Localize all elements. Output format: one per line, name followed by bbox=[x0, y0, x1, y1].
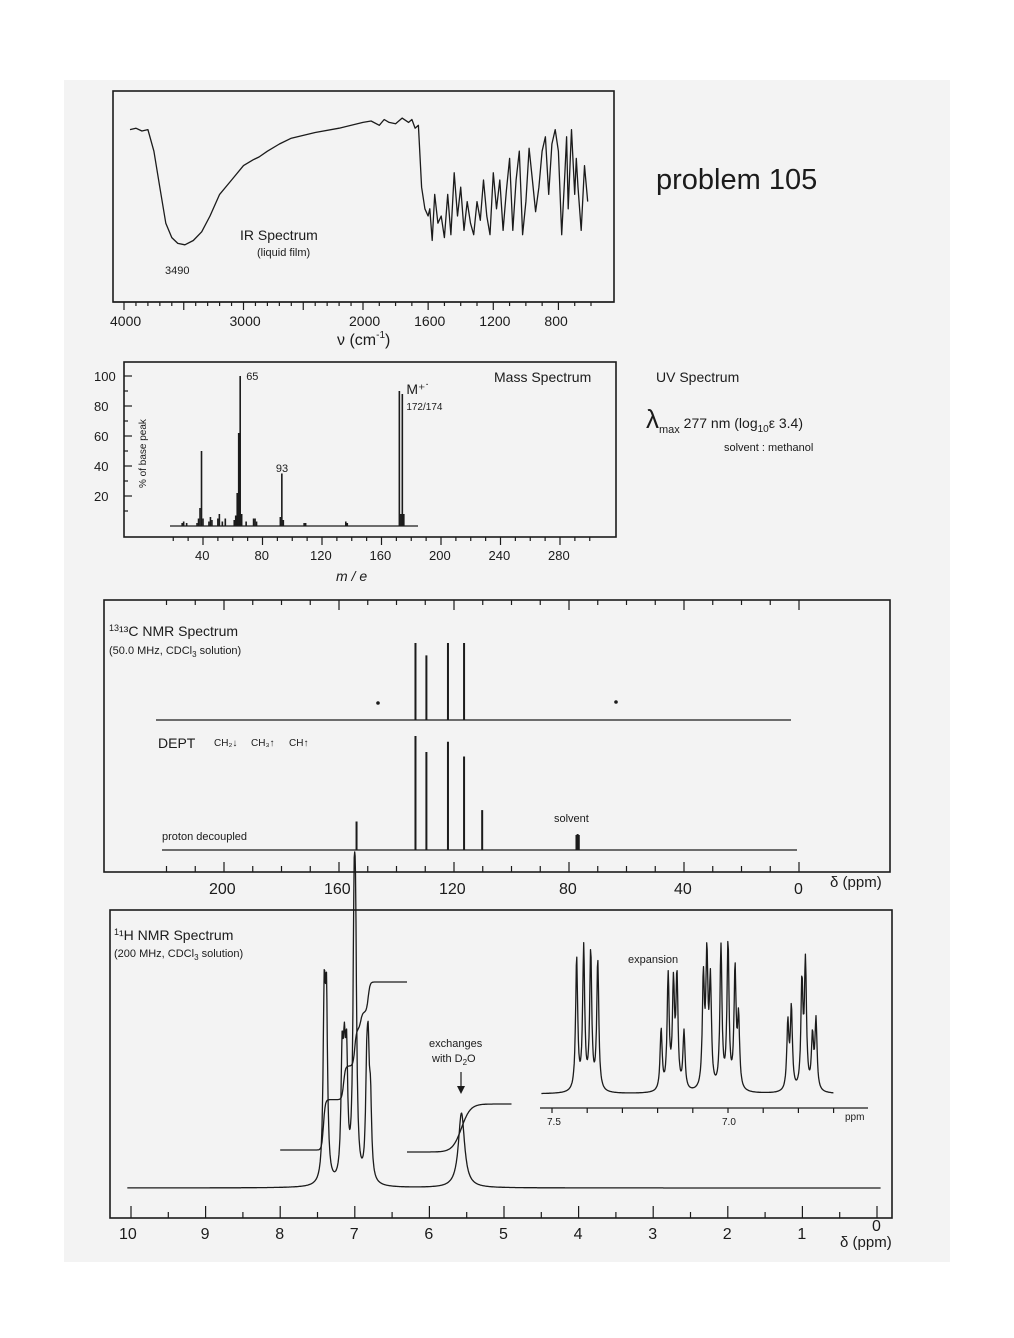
c13-tick-label: 200 bbox=[209, 881, 236, 898]
h1-title: $^1$¹H NMR Spectrum bbox=[114, 927, 234, 943]
h1-tick-label: 3 bbox=[648, 1226, 658, 1243]
ms-frame bbox=[124, 362, 616, 537]
dept-key-ch2: CH₂↓ bbox=[214, 738, 238, 749]
ms-x-tick-label: 120 bbox=[310, 548, 332, 563]
h1-exchange-arrowhead bbox=[457, 1086, 465, 1094]
ms-annotation-65: 65 bbox=[246, 371, 259, 383]
expansion-ticks bbox=[552, 1108, 834, 1113]
dept-key-ch3: CH₃↑ bbox=[251, 738, 275, 749]
c13-tick-label: 160 bbox=[324, 881, 351, 898]
ms-y-tick-label: 100 bbox=[94, 369, 116, 384]
proton-decoupled-label: proton decoupled bbox=[162, 831, 248, 843]
expansion-tick-7-0: 7.0 bbox=[722, 1117, 736, 1128]
c13-subtitle: (50.0 MHz, CDCl$_3$ solution) bbox=[109, 645, 242, 659]
ir-xlabel: ν $(cm^{-1})$ bbox=[337, 330, 391, 349]
h1-tick-label: 7 bbox=[349, 1226, 359, 1243]
h1-tick-label: 0 bbox=[872, 1218, 881, 1235]
ir-tick-label: 3000 bbox=[229, 313, 261, 329]
ms-ylabel: % of base peak bbox=[138, 419, 149, 488]
ms-peaks bbox=[182, 376, 404, 526]
h1-trace bbox=[127, 852, 880, 1188]
h1-tick-label: 8 bbox=[275, 1226, 285, 1243]
h1-xlabel: δ (ppm) bbox=[840, 1234, 892, 1251]
ir-spectrum bbox=[110, 91, 614, 349]
c13-tick-label: 80 bbox=[559, 881, 577, 898]
ms-x-tick-label: 160 bbox=[369, 548, 392, 563]
uv-heading: UV Spectrum bbox=[656, 369, 740, 385]
c13-xlabel: δ (ppm) bbox=[830, 874, 882, 891]
ms-annotation-93: 93 bbox=[275, 463, 289, 475]
c13-bottom-ticks bbox=[167, 862, 800, 872]
ms-annotation-172-174: 172/174 bbox=[406, 402, 443, 413]
ms-y-tick-label: 20 bbox=[94, 489, 109, 504]
c13-tick-label: 40 bbox=[674, 881, 692, 898]
h1-tick-label: 9 bbox=[200, 1226, 210, 1243]
h1-tick-label: 4 bbox=[573, 1226, 583, 1243]
ir-trace bbox=[130, 118, 588, 245]
h1-x-ticks bbox=[131, 1206, 877, 1218]
ms-xlabel: m / e bbox=[336, 568, 368, 584]
dept-speck bbox=[376, 701, 380, 705]
h1-tick-label: 2 bbox=[722, 1226, 732, 1243]
expansion-tick-7-5: 7.5 bbox=[547, 1117, 561, 1128]
problem-title: problem 105 bbox=[656, 164, 818, 196]
expansion-tick-ppm: ppm bbox=[845, 1112, 865, 1123]
ms-y-tick-label: 60 bbox=[94, 429, 109, 444]
c13-x-tick-labels bbox=[209, 881, 803, 898]
ms-y-tick-label: 40 bbox=[94, 459, 109, 474]
ms-x-tick-label: 80 bbox=[254, 548, 269, 563]
mass-spectrum bbox=[94, 362, 616, 584]
h1-exchange-label: exchanges bbox=[429, 1038, 483, 1050]
uv-solvent: solvent : methanol bbox=[724, 442, 814, 454]
ir-annotation-3490: 3490 bbox=[165, 265, 190, 277]
ms-x-tick-label: 200 bbox=[429, 548, 451, 563]
dept-speck bbox=[614, 700, 618, 704]
dept-key-ch: CH↑ bbox=[289, 738, 309, 749]
c13-tick-label: 0 bbox=[794, 881, 803, 898]
c13-top-ticks bbox=[167, 600, 800, 610]
dept-peaks bbox=[415, 643, 464, 720]
decoupled-peaks bbox=[357, 736, 579, 850]
h1-integral-aromatic bbox=[280, 982, 407, 1150]
h1-tick-label: 1 bbox=[797, 1226, 807, 1243]
ir-x-ticks bbox=[110, 302, 591, 329]
ms-x-tick-label: 280 bbox=[548, 548, 570, 563]
ms-x-ticks bbox=[173, 537, 590, 563]
c13-nmr-spectrum bbox=[104, 600, 890, 898]
expansion-label: expansion bbox=[628, 954, 679, 966]
ms-x-tick-label: 40 bbox=[195, 548, 210, 563]
h1-x-tick-labels bbox=[119, 1218, 881, 1243]
ir-title: IR Spectrum bbox=[240, 227, 318, 243]
c13-tick-label: 120 bbox=[439, 881, 466, 898]
ir-tick-label: 2000 bbox=[349, 313, 381, 329]
ir-tick-label: 4000 bbox=[110, 313, 142, 329]
ms-annotation-molecular-ion: M⁺˙ bbox=[406, 381, 431, 397]
h1-nmr-spectrum bbox=[110, 852, 892, 1251]
uv-lambda-max: $\lambda_{max}$ 277 nm ($\log_{10}\varepsilon$ 3.4) bbox=[646, 404, 803, 436]
ir-tick-label: 800 bbox=[544, 313, 568, 329]
expansion-trace bbox=[541, 942, 833, 1094]
h1-tick-label: 10 bbox=[119, 1226, 137, 1243]
h1-tick-label: 5 bbox=[499, 1226, 508, 1243]
dept-label: DEPT bbox=[158, 735, 196, 751]
c13-solvent-label: solvent bbox=[554, 813, 589, 825]
ir-tick-label: 1200 bbox=[479, 313, 511, 329]
uv-spectrum bbox=[646, 369, 813, 454]
ms-x-tick-label: 240 bbox=[488, 548, 511, 563]
ms-y-ticks bbox=[94, 369, 132, 511]
ir-subtitle: (liquid film) bbox=[257, 247, 311, 259]
ms-y-tick-label: 80 bbox=[94, 399, 109, 414]
h1-tick-label: 6 bbox=[424, 1226, 434, 1243]
c13-title: $^{13}$¹³C NMR Spectrum bbox=[109, 623, 239, 639]
h1-exchange-label-d2o: with $D_2O$ bbox=[432, 1053, 476, 1067]
ir-tick-label: 1600 bbox=[414, 313, 446, 329]
h1-subtitle: (200 MHz, CDCl$_3$ solution) bbox=[114, 948, 244, 962]
ms-title: Mass Spectrum bbox=[494, 369, 592, 385]
